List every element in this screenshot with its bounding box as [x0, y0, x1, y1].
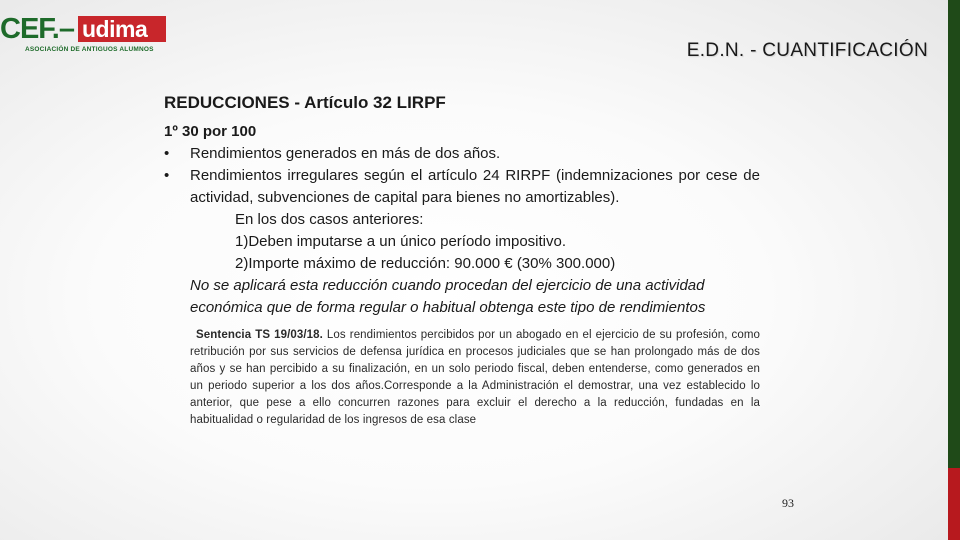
case-law-reference: Sentencia TS 19/03/18.: [196, 329, 323, 341]
conditions-intro: En los dos casos anteriores:: [235, 211, 424, 228]
bullet-item: [164, 165, 760, 209]
bullet-symbol: •: [164, 145, 170, 162]
side-accent-bar: [948, 0, 960, 540]
exclusion-note: No se aplicará esta reducción cuando procedan del ejercicio de una actividad económica que de forma regular o habitual obtenga este tipo de rendimientos: [190, 277, 706, 316]
bullet-symbol: •: [164, 167, 170, 184]
section-title: REDUCCIONES - Artículo 32 LIRPF: [164, 93, 446, 112]
bullet-text: Rendimientos irregulares según el artículo 24 RIRPF (indemnizaciones por cese de actividad, subvenciones de capital para bienes no amortizables).: [190, 167, 760, 206]
bullet-list: [164, 143, 760, 209]
case-law-paragraph: [164, 327, 760, 429]
logo-brand-left: CEF.–: [0, 13, 74, 45]
slide-content: [164, 92, 760, 429]
side-accent-red: [948, 468, 960, 540]
section-subheading: 1º 30 por 100: [164, 123, 257, 140]
logo: [0, 14, 170, 56]
page-number: 93: [782, 496, 794, 510]
bullet-item: [164, 143, 760, 165]
logo-subtitle: ASOCIACIÓN DE ANTIGUOS ALUMNOS: [25, 46, 154, 53]
logo-brand-right: udima: [78, 16, 166, 42]
case-law-text: Los rendimientos percibidos por un abogado en el ejercicio de su profesión, como retribución por sus servicios de defensa jurídica en procesos judiciales que se han prolongado más de dos años y se han percibido a su finalización, en un solo periodo fiscal, deben entenderse, como generados en un periodo superior a los dos años.Corresponde a la Administración el demostrar, una vez establecido lo anterior, que pese a ello concurren razones para excluir el derecho a la reducción, fundadas en la habitualidad o regularidad de los ingresos de esa clase: [190, 329, 760, 426]
slide-title: E.D.N. - CUANTIFICACIÓN: [686, 40, 928, 61]
bullet-text: Rendimientos generados en más de dos años.: [190, 145, 501, 162]
condition-item: 1)Deben imputarse a un único período impositivo.: [235, 233, 567, 250]
condition-item: 2)Importe máximo de reducción: 90.000 € (30% 300.000): [235, 255, 616, 272]
